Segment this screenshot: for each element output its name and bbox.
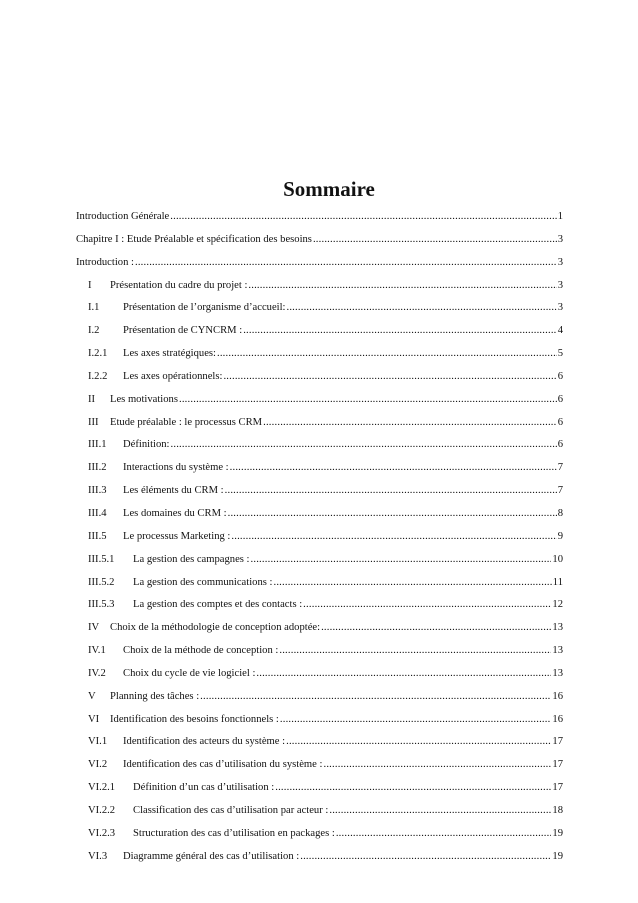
toc-entry-page: 13 [552, 645, 563, 657]
toc-entry[interactable] [76, 321, 563, 344]
toc-entry-label: Etude préalable : le processus CRM [110, 416, 263, 428]
toc-entry-number: I.1 [88, 302, 100, 314]
toc-entry[interactable] [76, 344, 563, 367]
toc-entry[interactable] [76, 618, 563, 641]
toc-entry-label: Identification des acteurs du système : [123, 736, 286, 748]
toc-entry-number: VI.2 [88, 759, 108, 771]
toc-entry-label: Choix de la méthodologie de conception adoptée: [110, 622, 321, 634]
toc-dot-leader [200, 690, 551, 704]
toc-entry-number: I.2 [88, 325, 100, 337]
toc-entry[interactable] [76, 824, 563, 847]
toc-entry-label: Présentation de l’organisme d’accueil: [123, 302, 286, 314]
toc-entry[interactable] [76, 367, 563, 390]
toc-entry[interactable] [76, 641, 563, 664]
toc-entry[interactable] [76, 664, 563, 687]
toc-entry-number: III [88, 416, 99, 428]
toc-entry[interactable] [76, 550, 563, 573]
toc-dot-leader [228, 507, 557, 521]
toc-entry[interactable] [76, 710, 563, 733]
toc-dot-leader [303, 598, 551, 612]
toc-entry-label: Les axes stratégiques: [123, 348, 216, 360]
toc-entry-page: 10 [552, 553, 563, 565]
toc-entry-number: III.3 [88, 485, 107, 497]
toc-entry-label: Classification des cas d’utilisation par acteur : [133, 804, 329, 816]
toc-entry[interactable] [76, 801, 563, 824]
toc-entry-label: Introduction : [76, 256, 134, 268]
toc-entry-page: 7 [557, 462, 563, 474]
toc-dot-leader [256, 667, 551, 681]
toc-entry-label: Planning des tâches : [110, 690, 200, 702]
toc-entry-label: Présentation de CYNCRM : [123, 325, 243, 337]
toc-entry-label: Définition d’un cas d’utilisation : [133, 782, 275, 794]
toc-entry-label: La gestion des campagnes : [133, 553, 250, 565]
toc-entry[interactable] [76, 481, 563, 504]
toc-entry[interactable] [76, 253, 563, 276]
toc-dot-leader [225, 484, 557, 498]
toc-entry-number: VI.2.2 [88, 804, 116, 816]
toc-entry-page: 17 [552, 759, 563, 771]
toc-dot-leader [135, 256, 557, 270]
toc-entry[interactable] [76, 390, 563, 413]
toc-entry-number: III.4 [88, 507, 107, 519]
toc-entry-number: I.2.1 [88, 348, 108, 360]
toc-entry-page: 17 [552, 782, 563, 794]
toc-entry-number: VI [88, 713, 100, 725]
toc-dot-leader [286, 301, 556, 315]
toc-entry[interactable] [76, 207, 563, 230]
toc-entry-label: Définition: [123, 439, 170, 451]
toc-entry-label: Les éléments du CRM : [123, 485, 224, 497]
toc-entry-page: 3 [557, 302, 563, 314]
toc-entry-label: Le processus Marketing : [123, 530, 231, 542]
toc-entry-label: Structuration des cas d’utilisation en packages : [133, 827, 335, 839]
toc-dot-leader [321, 621, 551, 635]
toc-entry-label: Introduction Générale [76, 211, 170, 222]
toc-entry-page: 17 [552, 736, 563, 748]
toc-entry-label: La gestion des comptes et des contacts : [133, 599, 303, 611]
toc-entry[interactable] [76, 276, 563, 299]
toc-dot-leader [179, 393, 557, 407]
toc-entry-number: VI.1 [88, 736, 108, 748]
toc-entry-number: I [88, 279, 92, 291]
toc-entry-label: Les domaines du CRM : [123, 507, 227, 519]
toc-dot-leader [323, 758, 551, 772]
toc-entry[interactable] [76, 458, 563, 481]
toc-dot-leader [230, 461, 557, 475]
toc-entry-page: 7 [557, 485, 563, 497]
toc-dot-leader [329, 804, 551, 818]
toc-entry[interactable] [76, 847, 563, 870]
toc-entry-page: 13 [552, 622, 563, 634]
toc-entry-page: 3 [557, 233, 563, 245]
toc-dot-leader [223, 370, 556, 384]
toc-entry-page: 18 [552, 804, 563, 816]
toc-entry-page: 8 [557, 507, 563, 519]
toc-entry-number: III.1 [88, 439, 107, 451]
toc-entry-page: 13 [552, 667, 563, 679]
toc-entry-page: 12 [552, 599, 563, 611]
toc-dot-leader [275, 781, 551, 795]
toc-entry-page: 6 [557, 439, 563, 451]
toc-dot-leader [248, 279, 556, 293]
toc-entry-number: IV.2 [88, 667, 106, 679]
toc-entry-page: 19 [552, 827, 563, 839]
toc-entry-number: III.5 [88, 530, 107, 542]
toc-entry-page: 16 [552, 690, 563, 702]
toc-dot-leader [170, 210, 556, 224]
toc-entry-label: Présentation du cadre du projet : [110, 279, 248, 291]
toc-dot-leader [286, 735, 551, 749]
toc-entry[interactable] [76, 527, 563, 550]
toc-entry-number: VI.2.3 [88, 827, 116, 839]
toc-entry-label: Les motivations [110, 393, 178, 405]
toc-entry[interactable] [76, 504, 563, 527]
toc-entry-page: 6 [557, 370, 563, 382]
toc-dot-leader [231, 530, 556, 544]
toc-entry-label: Choix du cycle de vie logiciel : [123, 667, 256, 679]
toc-dot-leader [280, 713, 552, 727]
toc-entry-number: III.2 [88, 462, 107, 474]
toc-entry-page: 3 [557, 279, 563, 291]
toc-entry[interactable] [76, 230, 563, 253]
toc-dot-leader [300, 850, 551, 864]
toc-entry-page: 5 [557, 348, 563, 360]
toc-entry[interactable] [76, 298, 563, 321]
toc-entry-page: 1 [557, 211, 563, 222]
toc-entry-page: 19 [552, 850, 563, 862]
page-title: Sommaire [283, 177, 375, 201]
toc-entry[interactable] [76, 755, 563, 778]
toc-entry-page: 11 [552, 576, 563, 588]
toc-entry-number: III.5.1 [88, 553, 115, 565]
toc-dot-leader [279, 644, 551, 658]
toc-dot-leader [313, 233, 557, 247]
toc-entry[interactable] [76, 435, 563, 458]
toc-entry-label: Les axes opérationnels: [123, 370, 223, 382]
toc-dot-leader [171, 438, 557, 452]
toc-entry-number: II [88, 393, 96, 405]
toc-entry-number: III.5.3 [88, 599, 115, 611]
toc-entry[interactable] [76, 732, 563, 755]
toc-entry[interactable] [76, 778, 563, 801]
toc-entry-label: La gestion des communications : [133, 576, 273, 588]
toc-entry[interactable] [76, 687, 563, 710]
toc-dot-leader [243, 324, 557, 338]
toc-entry-label: Choix de la méthode de conception : [123, 645, 279, 657]
toc-entry-label: Interactions du système : [123, 462, 229, 474]
toc-entry-number: VI.3 [88, 850, 108, 862]
toc-dot-leader [263, 416, 557, 430]
toc-entry-page: 16 [552, 713, 563, 725]
toc-entry[interactable] [76, 413, 563, 436]
toc-entry-number: IV.1 [88, 645, 106, 657]
toc-entry-page: 9 [557, 530, 563, 542]
toc-dot-leader [273, 576, 551, 590]
toc-entry[interactable] [76, 595, 563, 618]
toc-entry-page: 4 [557, 325, 563, 337]
toc-entry-number: IV [88, 622, 100, 634]
table-of-contents [76, 207, 563, 869]
toc-entry-page: 3 [557, 256, 563, 268]
toc-entry-page: 6 [557, 393, 563, 405]
toc-entry-number: I.2.2 [88, 370, 108, 382]
toc-entry-label: Identification des besoins fonctionnels : [110, 713, 279, 725]
toc-entry[interactable] [76, 573, 563, 596]
toc-entry-page: 6 [557, 416, 563, 428]
toc-entry-number: V [88, 690, 96, 702]
toc-entry-label: Identification des cas d’utilisation du système : [123, 759, 323, 771]
toc-dot-leader [217, 347, 557, 361]
toc-dot-leader [336, 827, 552, 841]
toc-entry-label: Diagramme général des cas d’utilisation : [123, 850, 300, 862]
toc-entry-number: III.5.2 [88, 576, 115, 588]
toc-entry-label: Chapitre I : Etude Préalable et spécification des besoins [76, 233, 312, 245]
toc-dot-leader [251, 553, 552, 567]
toc-entry-number: VI.2.1 [88, 782, 116, 794]
